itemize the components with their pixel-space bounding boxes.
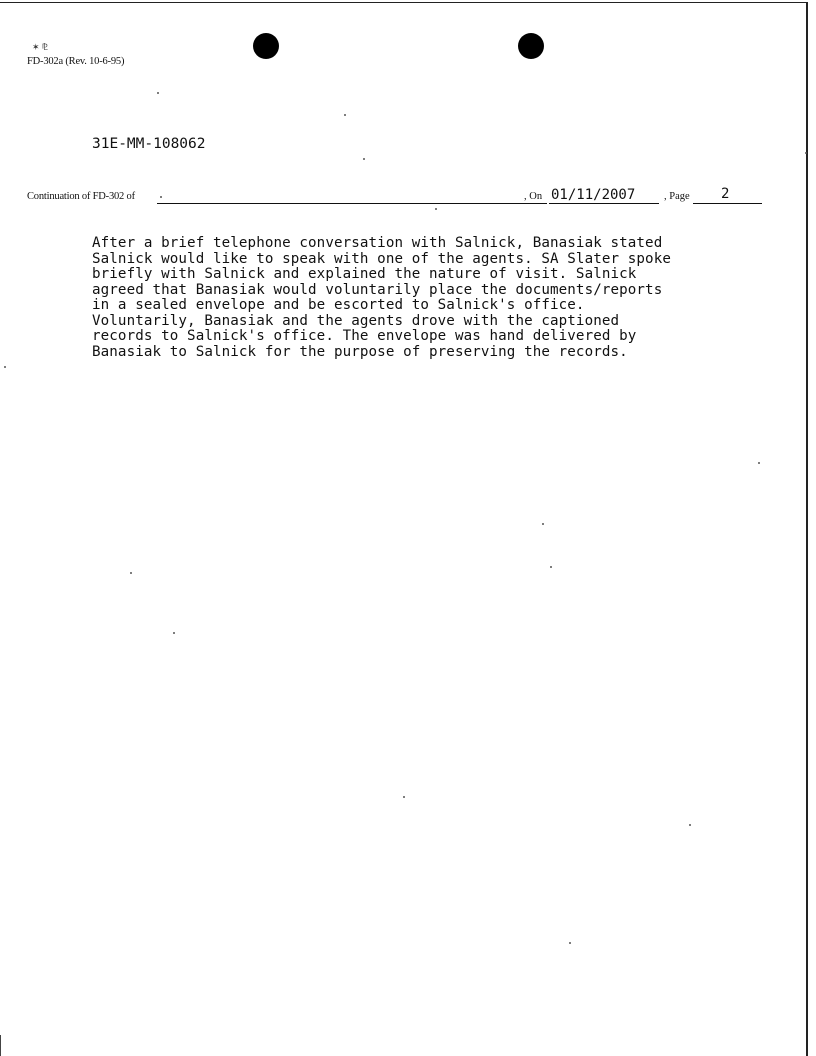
date-value: 01/11/2007: [551, 187, 636, 203]
punch-hole-left: [253, 33, 279, 59]
scan-speck: [758, 462, 760, 464]
continuation-label: Continuation of FD-302 of: [27, 191, 135, 202]
scan-speck: [130, 572, 132, 574]
page-underline: [693, 203, 762, 204]
scan-speck: [403, 796, 405, 798]
continuation-row: [27, 186, 762, 210]
scan-speck: [550, 566, 552, 568]
scan-speck: [363, 158, 365, 160]
scan-speck: [435, 208, 437, 210]
scan-speck: [689, 824, 691, 826]
handwritten-marks: ✶ ⅊: [32, 42, 48, 52]
scan-speck: [160, 196, 162, 198]
punch-hole-right: [518, 33, 544, 59]
form-number: FD-302a (Rev. 10-6-95): [27, 56, 125, 67]
on-label: , On: [524, 191, 543, 202]
page-label: , Page: [664, 191, 690, 202]
date-underline: [549, 203, 659, 204]
scan-speck: [805, 152, 807, 154]
page-border-top: [0, 2, 806, 3]
body-paragraph: After a brief telephone conversation with Salnick, Banasiak stated Salnick would like to speak with one of the agents. SA Slater spoke briefly with Salnick and explained the nature of visit. Salnick agreed that Banasiak would voluntarily place the documents/reports in a sealed envelope and be escorted to Salnick's office. Voluntarily, Banasiak and the agents drove with the captioned records to Salnick's office. The envelope was hand delivered by Banasiak to Salnick for the purpose of preserving the records.: [92, 235, 671, 360]
scan-speck: [173, 632, 175, 634]
scan-speck: [4, 366, 6, 368]
scan-speck: [344, 114, 346, 116]
page-number: 2: [721, 186, 730, 202]
page-border-left: [0, 1035, 1, 1056]
page-border-right: [806, 2, 808, 1056]
scan-speck: [157, 92, 159, 94]
file-number: 31E-MM-108062: [92, 136, 206, 152]
continuation-subject-line: [157, 203, 547, 204]
scan-speck: [569, 942, 571, 944]
scan-speck: [542, 523, 544, 525]
